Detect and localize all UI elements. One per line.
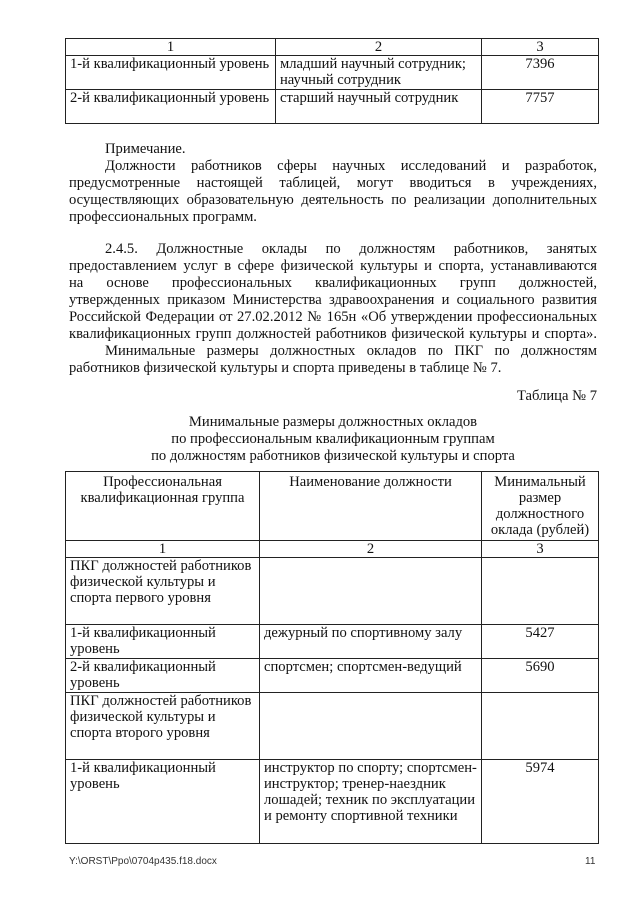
column-number: 3 [482,39,599,56]
qualification-level-cell: 2-й квалификационный уровень [66,90,276,124]
salary-cell: 5974 [482,760,599,844]
salary-cell: 7396 [482,56,599,90]
qualification-level-cell: 1-й квалификационный уровень [66,56,276,90]
position-cell [260,693,482,760]
footer-file-path: Y:\ORST\Ppo\0704p435.f18.docx [69,856,217,867]
column-number: 2 [260,541,482,558]
column-number: 1 [66,39,276,56]
position-cell: дежурный по спортивному залу [260,625,482,659]
column-number: 2 [276,39,482,56]
position-cell: младший научный сотрудник; научный сотрудник [276,56,482,90]
header-position: Наименование должности [260,472,482,541]
salary-cell: 5690 [482,659,599,693]
position-cell [260,558,482,625]
table-title-line: по должностям работников физической культуры и спорта [151,448,515,464]
qualification-level-cell: 1-й квалификационный уровень [66,625,260,659]
section-line: на основе профессиональных квалификационных групп должностей, [69,275,597,291]
top-table [65,38,599,124]
pkg-group-cell: ПКГ должностей работников физической культуры и спорта второго уровня [66,693,260,760]
position-cell: спортсмен; спортсмен-ведущий [260,659,482,693]
section-line: утвержденных приказом Министерства здравоохранения и социального развития [69,292,597,308]
qualification-level-cell: 1-й квалификационный уровень [66,760,260,844]
table-title-line: по профессиональным квалификационным группам [171,431,495,447]
note-line: осуществляющих образовательную деятельность по реализации дополнительных [69,192,597,208]
salary-cell: 5427 [482,625,599,659]
table-title-line: Минимальные размеры должностных окладов [188,414,478,430]
pkg-group-cell: ПКГ должностей работников физической культуры и спорта первого уровня [66,558,260,625]
position-cell: старший научный сотрудник [276,90,482,124]
section-line: квалификационных групп должностей работников физической культуры и спорта». [69,326,597,342]
salary-cell: 7757 [482,90,599,124]
page-number: 11 [585,856,596,867]
qualification-level-cell: 2-й квалификационный уровень [66,659,260,693]
note-line: предусмотренные настоящей таблицей, могут вводиться в учреждениях, [69,175,597,191]
section-line: Российской Федерации от 27.02.2012 № 165н «Об утверждении профессиональных [69,309,597,325]
salary-cell [482,558,599,625]
note-line: Должности работников сферы научных исследований и разработок, [105,158,597,174]
section-line: 2.4.5. Должностные оклады по должностям работников, занятых [105,241,597,257]
column-number: 1 [66,541,260,558]
table-7 [65,471,599,844]
salary-cell [482,693,599,760]
section-line: предоставлением услуг в сфере физической культуры и спорта, устанавливаются [69,258,597,274]
section-line: работников физической культуры и спорта приведены в таблице № 7. [69,360,502,376]
table-label: Таблица № 7 [517,388,597,404]
note-title: Примечание. [105,141,186,157]
header-salary: Минимальный размер должностного оклада (рублей) [482,472,599,541]
section-line: Минимальные размеры должностных окладов по ПКГ по должностям [105,343,597,359]
header-group: Профессиональная квалификационная группа [66,472,260,541]
position-cell: инструктор по спорту; спортсмен-инструктор; тренер-наездник лошадей; техник по эксплуатации и ремонту спортивной техники [260,760,482,844]
column-number: 3 [482,541,599,558]
note-line: профессиональных программ. [69,209,257,225]
